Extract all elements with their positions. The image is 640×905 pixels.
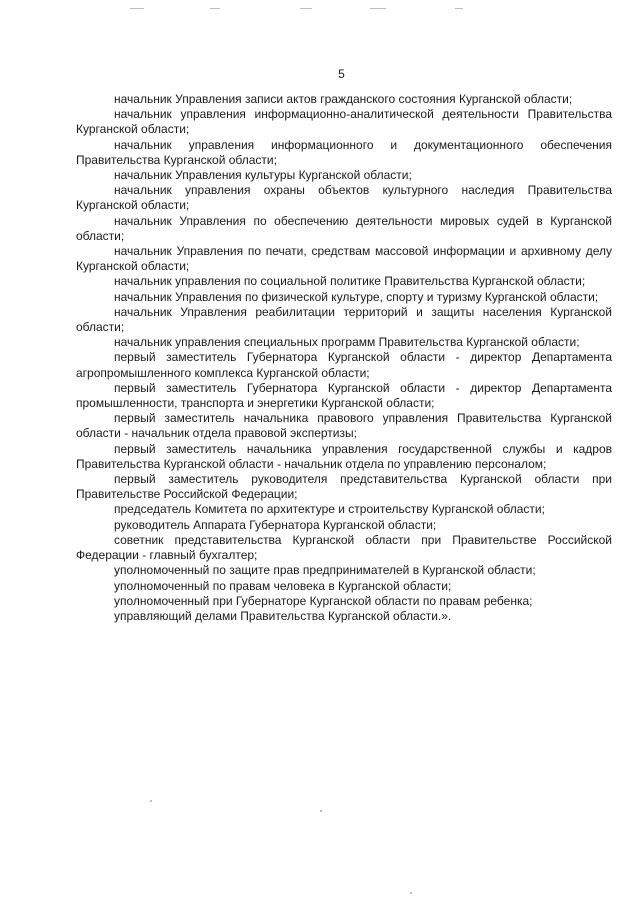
list-item: советник представительства Курганской области при Правительстве Российской Федерации - главный бухгалтер; <box>76 532 612 563</box>
list-item: уполномоченный по правам человека в Курганской области; <box>114 578 452 593</box>
list-item: первый заместитель начальника управления государственной службы и кадров Правительства Курганской области - начальник отдела по управлению персоналом; <box>76 441 612 471</box>
list-item: начальник Управления по обеспечению деятельности мировых судей в Курганской области; <box>76 213 612 243</box>
scan-artifact <box>370 8 386 9</box>
scan-artifact <box>300 8 312 9</box>
list-item: начальник управления по социальной политике Правительства Курганской области; <box>114 274 586 289</box>
scan-artifact <box>320 810 322 812</box>
list-item: первый заместитель начальника правового управления Правительства Курганской области - начальник отдела правовой экспертизы; <box>76 411 612 441</box>
list-item: начальник Управления по печати, средствам массовой информации и архивному делу Курганской области; <box>76 244 612 274</box>
list-item: первый заместитель Губернатора Курганской области - директор Департамента агропромышленного комплекса Курганской области; <box>76 350 612 380</box>
list-item: управляющий делами Правительства Курганской области.». <box>114 608 452 623</box>
list-item: начальник Управления культуры Курганской области; <box>114 168 412 183</box>
scan-artifact <box>130 8 144 9</box>
list-item: председатель Комитета по архитектуре и строительству Курганской области; <box>114 502 545 517</box>
list-item: начальник управления информационного и документационного обеспечения Правительства Курганской области; <box>76 137 612 167</box>
list-item: руководитель Аппарата Губернатора Курганской области; <box>114 517 437 532</box>
list-item: начальник управления информационно-аналитической деятельности Правительства Курганской области; <box>76 107 612 137</box>
scan-artifact <box>410 892 412 894</box>
document-body <box>76 92 612 624</box>
scan-artifact <box>210 8 220 9</box>
list-item: начальник Управления реабилитации территорий и защиты населения Курганской области; <box>76 304 612 335</box>
list-item: начальник Управления по физической культуре, спорту и туризму Курганской области; <box>114 289 599 304</box>
list-item: уполномоченный по защите прав предпринимателей в Курганской области; <box>114 563 536 578</box>
scan-artifact <box>150 800 152 802</box>
list-item: первый заместитель Губернатора Курганской области - директор Департамента промышленности, транспорта и энергетики Курганской области; <box>76 380 612 411</box>
list-item: начальник управления специальных программ Правительства Курганской области; <box>114 335 580 350</box>
scan-artifact <box>455 8 463 9</box>
list-item: первый заместитель руководителя представительства Курганской области при Правительстве Российской Федерации; <box>76 472 612 502</box>
list-item: начальник Управления записи актов гражданского состояния Курганской области; <box>114 92 573 106</box>
list-item: начальник управления охраны объектов культурного наследия Правительства Курганской области; <box>76 183 612 213</box>
page-number: 5 <box>338 67 345 81</box>
list-item: уполномоченный при Губернаторе Курганской области по правам ребенка; <box>114 593 533 608</box>
